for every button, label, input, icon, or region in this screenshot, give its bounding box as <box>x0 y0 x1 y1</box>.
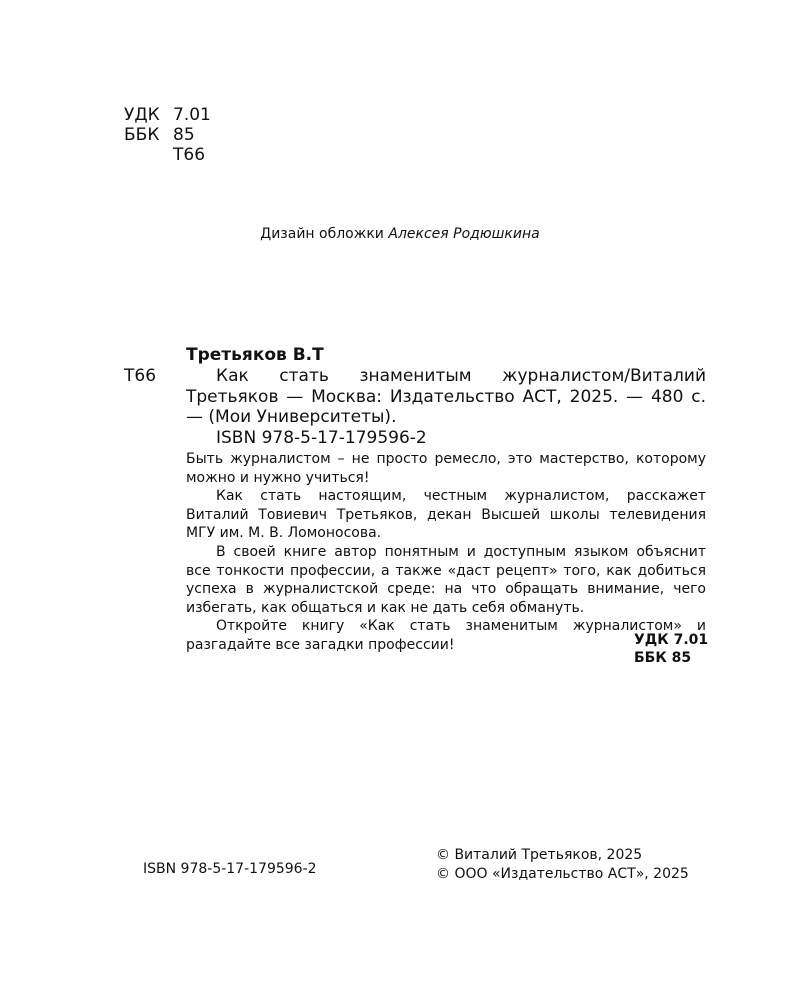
annotation <box>186 450 709 655</box>
catalog-isbn: ISBN 978-5-17-179596-2 <box>216 428 427 448</box>
bbk-row <box>124 125 211 145</box>
annotation-paragraph: Быть журналистом – не просто ремесло, это мастерство, которому можно и нужно учиться! <box>186 451 706 486</box>
cover-designer-name: Алексея Родюшкина <box>388 226 540 242</box>
author-mark: Т66 <box>173 145 206 165</box>
copyright-block <box>436 846 689 884</box>
copyright-author: © Виталий Третьяков, 2025 <box>436 847 643 863</box>
udk-value: 7.01 <box>173 105 211 125</box>
catalog-author-mark: Т66 <box>124 366 157 386</box>
author-mark-row <box>124 145 211 165</box>
catalog-author-heading: Третьяков В.Т <box>186 345 324 365</box>
bbk-label: ББК <box>124 125 160 145</box>
udk-bottom: УДК 7.01 <box>634 632 709 648</box>
udk-row <box>124 105 211 125</box>
annotation-paragraph: Откройте книгу «Как стать знаменитым журналистом» и разгадайте все загадки профессии! <box>186 618 706 653</box>
bbk-bottom: ББК 85 <box>634 650 692 666</box>
cover-design-credit <box>0 226 800 242</box>
classification-codes <box>124 105 211 165</box>
bbk-value: 85 <box>173 125 195 145</box>
catalog-codes-bottom <box>634 631 708 667</box>
footer-isbn: ISBN 978-5-17-179596-2 <box>143 861 317 877</box>
annotation-paragraph: В своей книге автор понятным и доступным языком объяснит все тонкости профессии, а также «даст рецепт» того, как добиться успеха в журналистской среде: на что обращать внимание, чего избегать, как общаться и как не дать себя обмануть. <box>186 543 706 616</box>
cover-design-prefix: Дизайн обложки <box>260 226 384 242</box>
bibliographic-description: Как стать знаменитым журналистом/Виталий Третьяков — Москва: Издательство АСТ, 2025. — 480 с. — (Мои Университеты). <box>186 366 706 427</box>
udk-label: УДК <box>124 105 160 125</box>
annotation-paragraph: Как стать настоящим, честным журналистом, расскажет Виталий Товиевич Третьяков, декан Высшей школы телевидения МГУ им. М. В. Ломоносова. <box>186 488 706 542</box>
copyright-publisher: © ООО «Издательство АСТ», 2025 <box>436 866 689 882</box>
